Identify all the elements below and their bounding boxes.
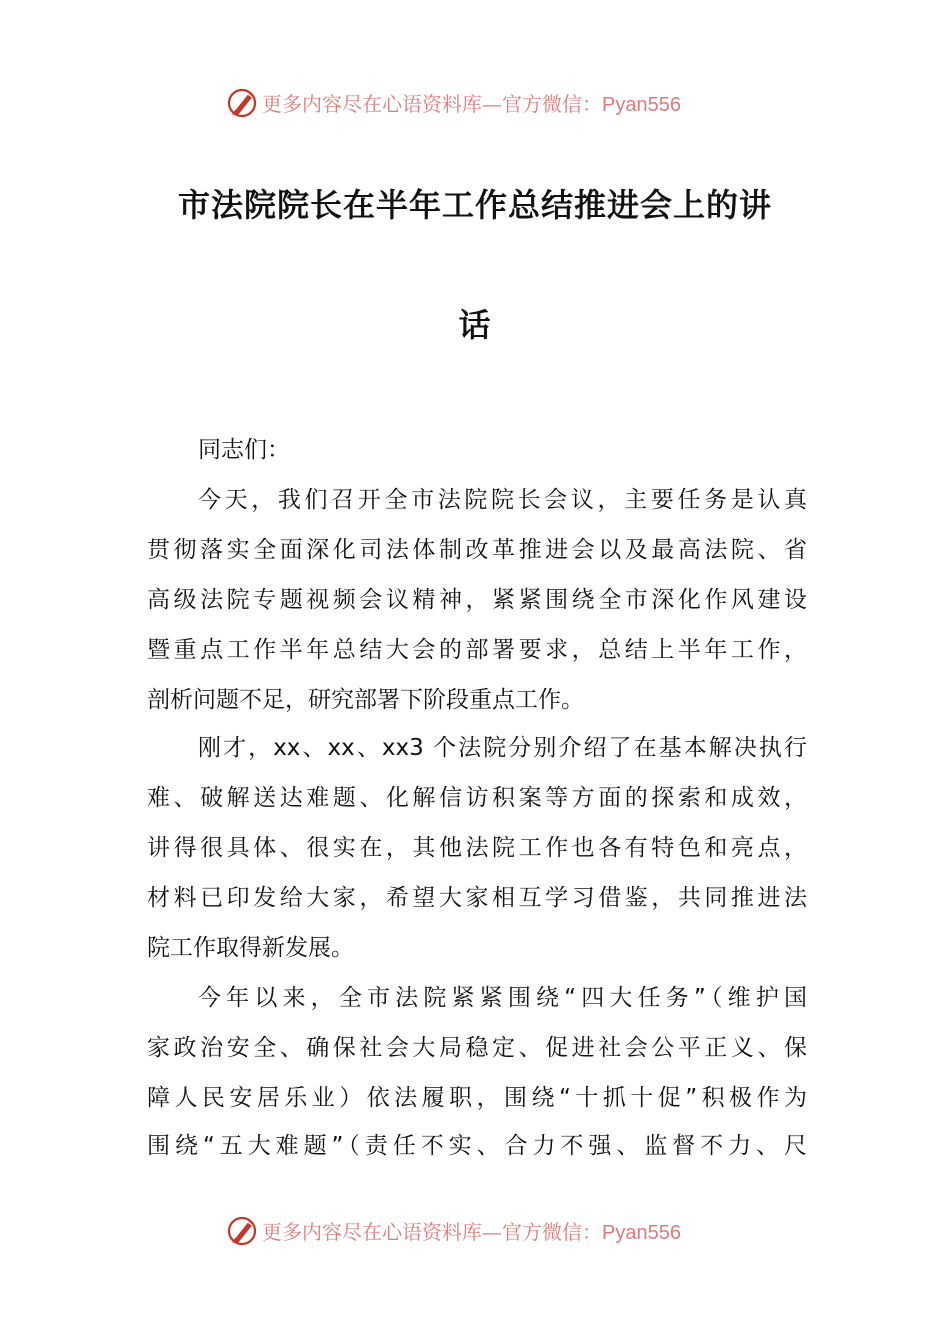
paragraph-line: 刚才，xx、xx、xx3 个法院分别介绍了在基本解决执行 [198, 735, 807, 761]
document-title-line-2: 话 [458, 306, 492, 344]
watermark-text: 更多内容尽在心语资料库—官方微信：Pyan556 [262, 1219, 681, 1244]
paragraph-line: 家政治安全、确保社会大局稳定、促进社会公平正义、保 [147, 1035, 807, 1061]
paragraph-line: 材料已印发给大家，希望大家相互学习借鉴，共同推进法 [147, 885, 807, 911]
paragraph-line: 障人民安居乐业）依法履职，围绕“十抓十促”积极作为 [147, 1085, 807, 1111]
paragraph-line: 贯彻落实全面深化司法体制改革推进会以及最高法院、省 [147, 537, 807, 563]
paragraph-line: 围绕“五大难题”（责任不实、合力不强、监督不力、尺 [147, 1133, 807, 1159]
paragraph-line: 高级法院专题视频会议精神，紧紧围绕全市深化作风建设 [147, 587, 807, 613]
salutation: 同志们： [198, 437, 290, 463]
watermark-banner-top [0, 82, 950, 122]
paragraph-line: 今天，我们召开全市法院院长会议，主要任务是认真 [198, 487, 807, 513]
paragraph-line: 院工作取得新发展。 [147, 935, 354, 961]
document-title-line-1: 市法院院长在半年工作总结推进会上的讲 [177, 186, 772, 224]
watermark-banner-bottom [0, 1210, 950, 1250]
paragraph-line: 暨重点工作半年总结大会的部署要求，总结上半年工作， [147, 637, 807, 663]
paragraph-line: 剖析问题不足，研究部署下阶段重点工作。 [147, 687, 584, 713]
pen-circle-logo-icon [226, 1213, 260, 1247]
watermark-text: 更多内容尽在心语资料库—官方微信：Pyan556 [262, 91, 681, 116]
paragraph-line: 讲得很具体、很实在，其他法院工作也各有特色和亮点， [147, 835, 807, 861]
pen-circle-logo-icon [226, 85, 260, 119]
paragraph-line: 难、破解送达难题、化解信访积案等方面的探索和成效， [147, 785, 807, 811]
paragraph-line: 今年以来，全市法院紧紧围绕“四大任务”（维护国 [198, 985, 807, 1011]
